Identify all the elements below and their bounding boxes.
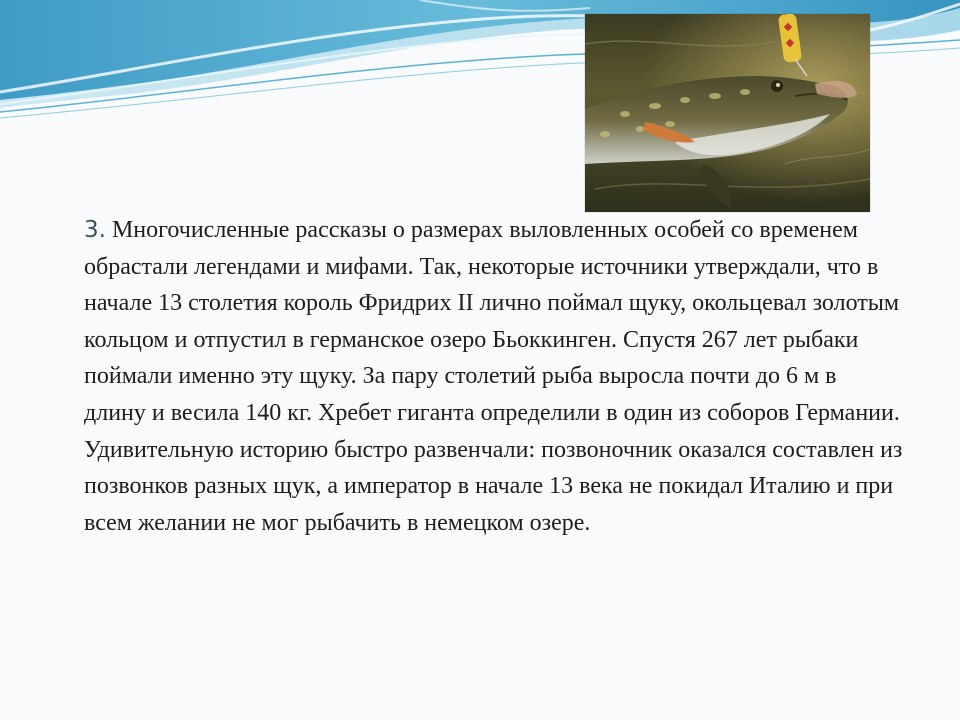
slide-body-text — [84, 212, 904, 541]
paragraph-number: 3. — [84, 217, 106, 243]
paragraph-content: Многочисленные рассказы о размерах выловленных особей со временем обрастали легендами и мифами. Так, некоторые источники утверждали, что в начале 13 столетия король Фридрих II лично поймал щуку, окольцевал золотым кольцом и отпустил в германское озеро Бьоккинген. Спустя 267 лет рыбаки поймали именно эту щуку. За пару столетий рыба выросла почти до 6 м в длину и весила 140 кг. Хребет гиганта определили в один из соборов Германии. Удивительную историю быстро развенчали: позвоночник оказался составлен из позвонков разных щук, а император в начале 13 века не покидал Италию и при всем желании не мог рыбачить в немецком озере. — [84, 217, 903, 536]
pike-fish-photo — [585, 14, 870, 212]
paragraph — [84, 212, 904, 541]
